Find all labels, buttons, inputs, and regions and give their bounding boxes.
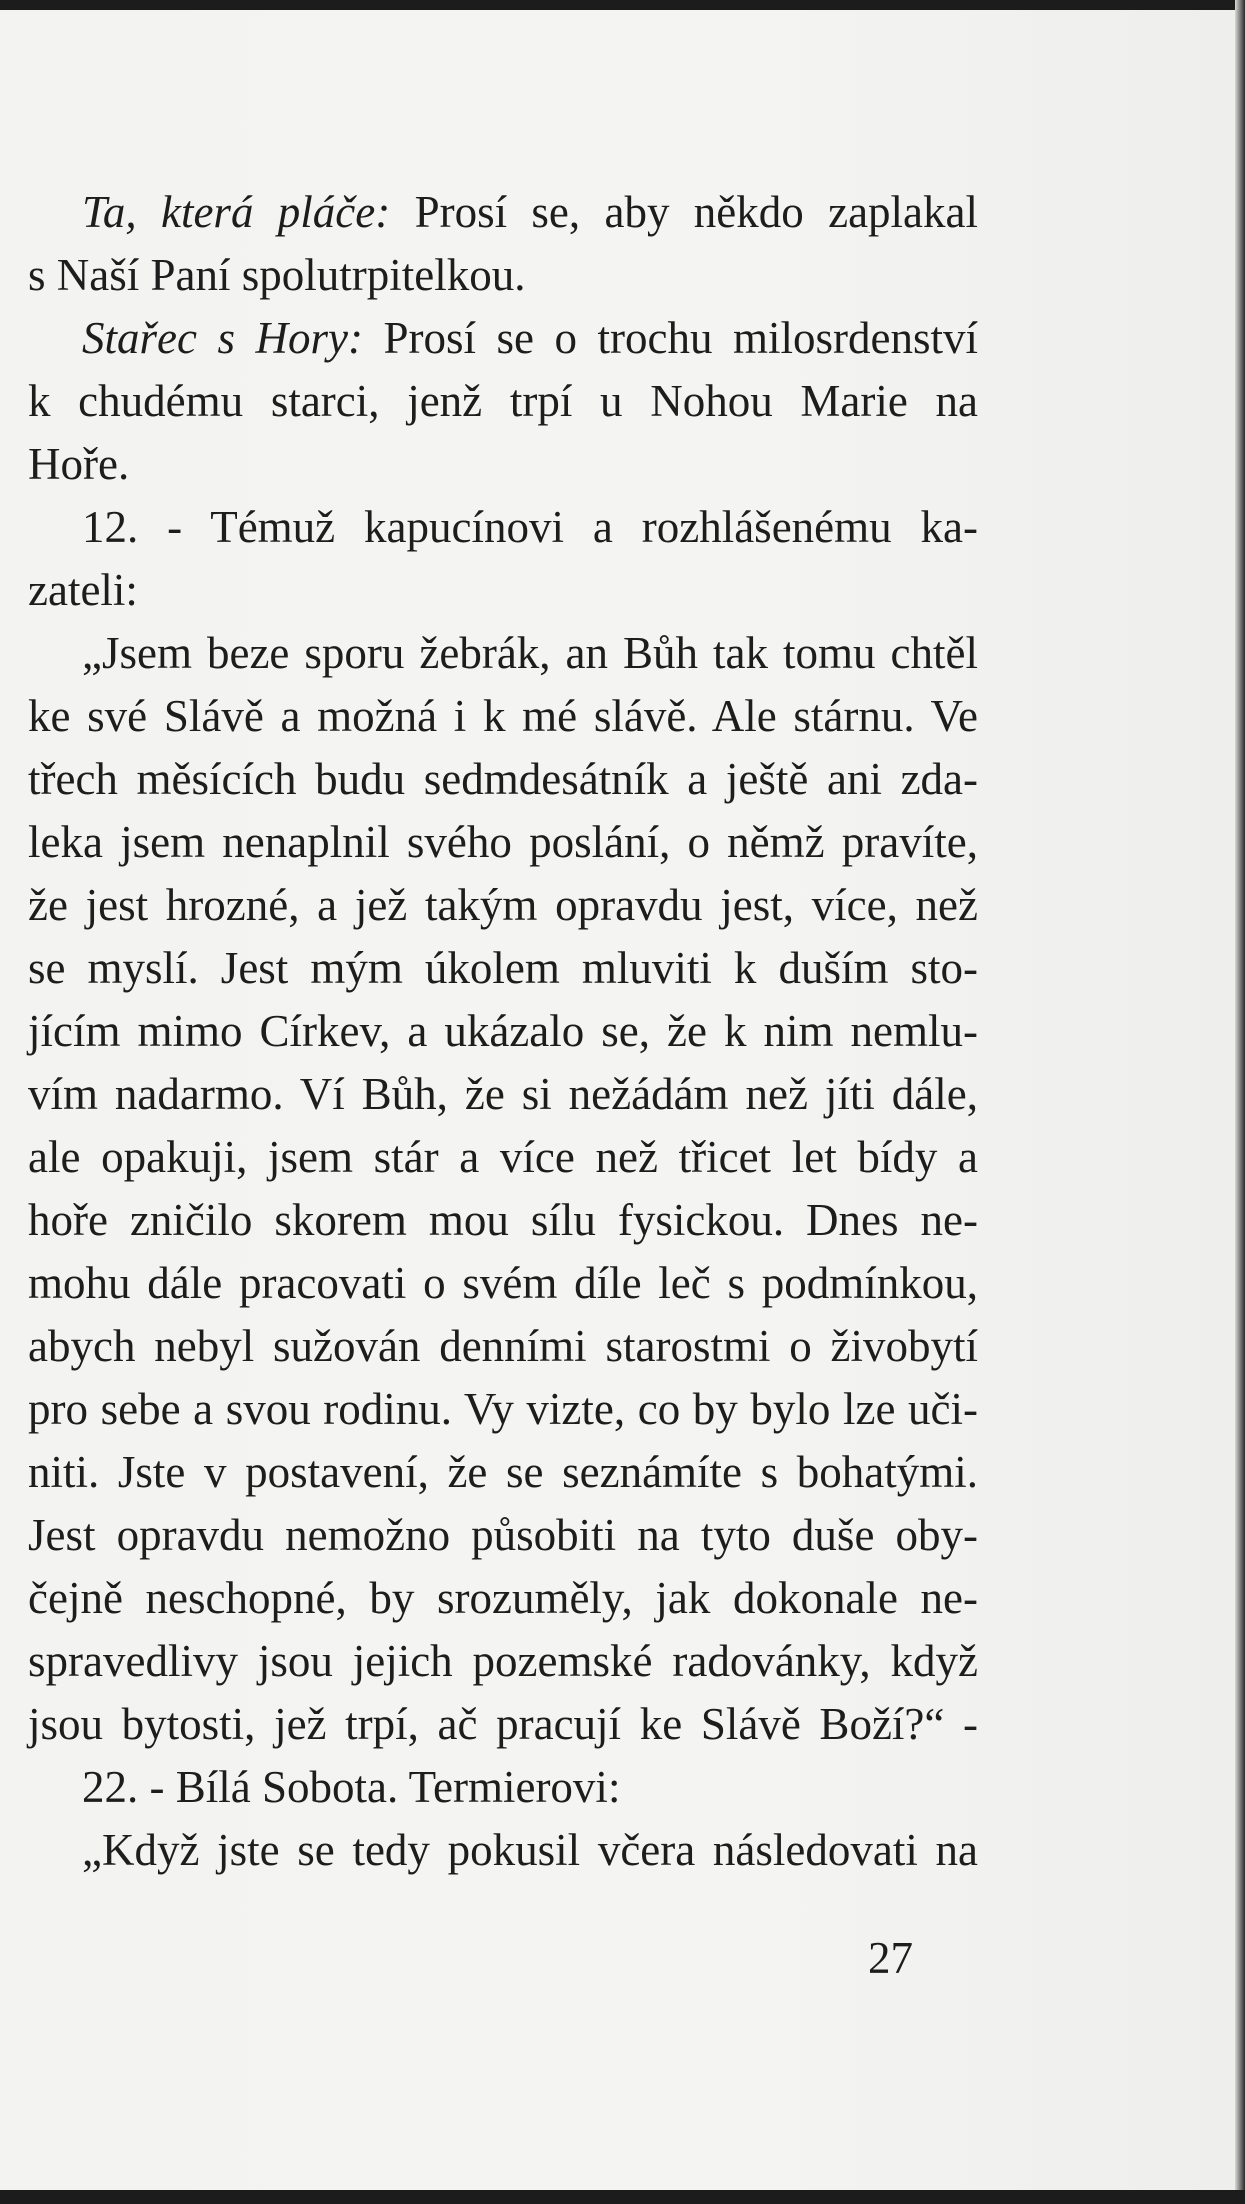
- speaker-label: Ta, která pláče:: [82, 187, 391, 237]
- text-line: Stařec s Hory: Prosí se o trochu milosrdenství: [82, 313, 978, 363]
- text-line: vím nadarmo. Ví Bůh, že si nežádám než jíti dále,: [28, 1069, 978, 1119]
- text-line: jícím mimo Církev, a ukázalo se, že k nim nemlu-: [28, 1006, 978, 1056]
- text-line: 22. - Bílá Sobota. Termierovi:: [82, 1762, 621, 1812]
- text-line: spravedlivy jsou jejich pozemské radovánky, když: [28, 1636, 978, 1686]
- text-line: Hoře.: [28, 439, 130, 489]
- text-line: ale opakuji, jsem stár a více než třicet let bídy a: [28, 1132, 978, 1182]
- text-line: zateli:: [28, 565, 138, 615]
- text-line: 12. - Témuž kapucínovi a rozhlášenému ka-: [82, 502, 978, 552]
- text-line: k chudému starci, jenž trpí u Nohou Marie na: [28, 376, 978, 426]
- text-line: leka jsem nenaplnil svého poslání, o němž pravíte,: [28, 817, 978, 867]
- page-top-edge: [0, 0, 1245, 10]
- text-line: Ta, která pláče: Prosí se, aby někdo zaplakal: [82, 187, 979, 237]
- text-line: pro sebe a svou rodinu. Vy vizte, co by bylo lze uči-: [28, 1384, 978, 1434]
- text-line: se myslí. Jest mým úkolem mluviti k duším sto-: [28, 943, 978, 993]
- text-line: Jest opravdu nemožno působiti na tyto duše oby-: [28, 1510, 978, 1560]
- text-line: mohu dále pracovati o svém díle leč s podmínkou,: [28, 1258, 978, 1308]
- text-line: jsou bytosti, jež trpí, ač pracují ke Slávě Boží?“ -: [28, 1699, 978, 1749]
- text-line: „Když jste se tedy pokusil včera následovati na: [82, 1825, 978, 1875]
- text-line: že jest hrozné, a jež takým opravdu jest, více, než: [28, 880, 978, 930]
- text-line: čejně neschopné, by srozuměly, jak dokonale ne-: [28, 1573, 978, 1623]
- text-line: ke své Slávě a možná i k mé slávě. Ale stárnu. Ve: [28, 691, 978, 741]
- text-line: abych nebyl sužován denními starostmi o živobytí: [28, 1321, 978, 1371]
- page-right-edge: [1235, 0, 1245, 2204]
- text-line: třech měsících budu sedmdesátník a ještě ani zda-: [28, 754, 978, 804]
- text-line: s Naší Paní spolutrpitelkou.: [28, 250, 526, 300]
- text-line: hoře zničilo skorem mou sílu fysickou. Dnes ne-: [28, 1195, 978, 1245]
- text-line: niti. Jste v postavení, že se seznámíte s bohatými.: [28, 1447, 978, 1497]
- text-line: „Jsem beze sporu žebrák, an Bůh tak tomu chtěl: [82, 628, 978, 678]
- speaker-label: Stařec s Hory:: [82, 313, 363, 363]
- page-number: 27: [868, 1933, 913, 1983]
- page-bottom-edge: [0, 2190, 1245, 2204]
